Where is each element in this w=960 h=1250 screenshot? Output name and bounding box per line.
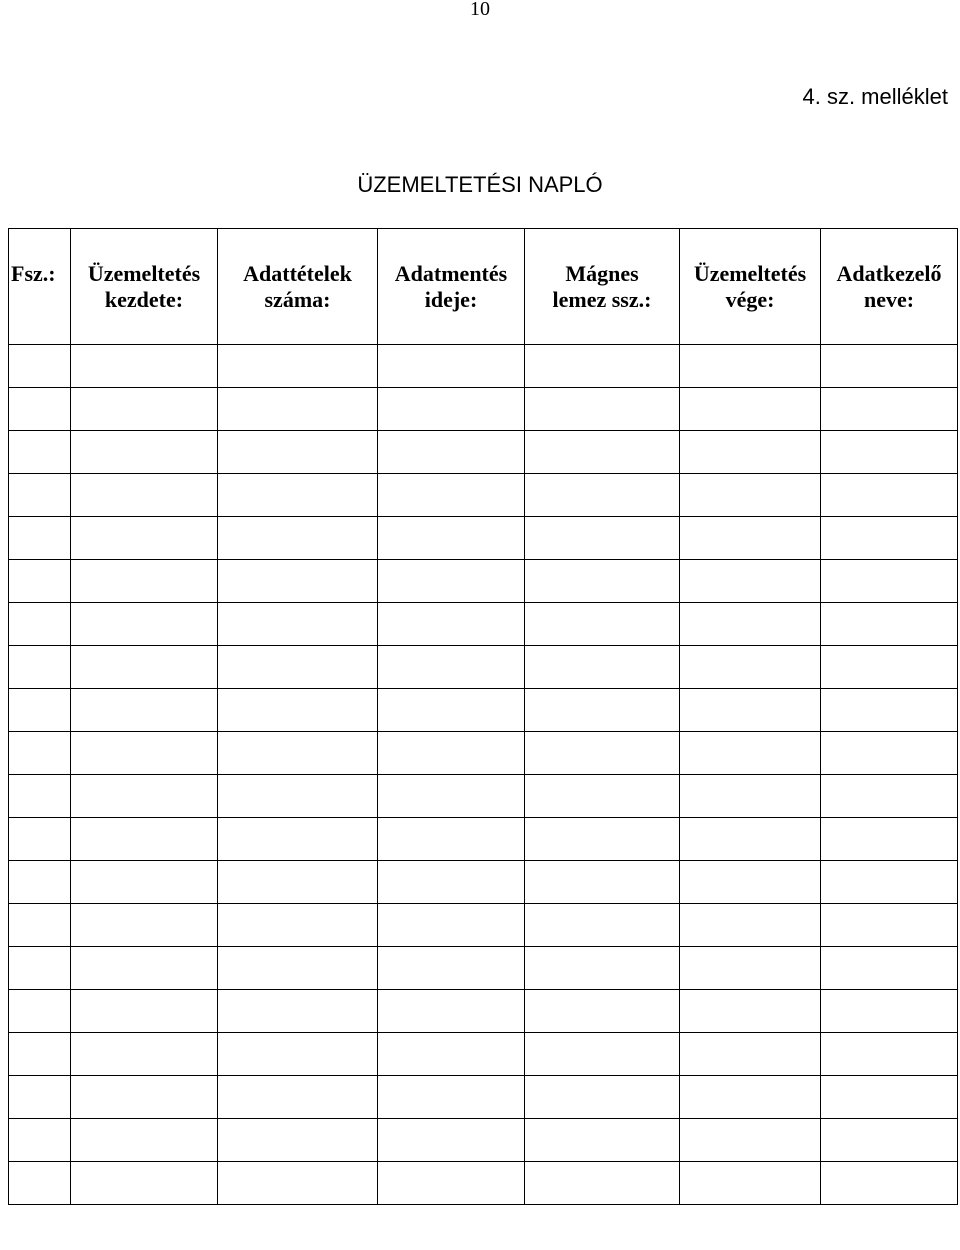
table-cell[interactable] [525,431,680,474]
table-cell[interactable] [378,775,525,818]
table-row [9,646,958,689]
table-cell[interactable] [821,1076,958,1119]
table-header-row [9,229,958,345]
table-cell[interactable] [9,603,71,646]
table-cell[interactable] [9,732,71,775]
table-cell[interactable] [680,603,821,646]
table-cell[interactable] [821,431,958,474]
table-cell[interactable] [525,775,680,818]
table-row [9,904,958,947]
table-cell[interactable] [9,818,71,861]
table-cell[interactable] [71,732,218,775]
table-cell[interactable] [680,689,821,732]
table-cell[interactable] [71,646,218,689]
header-text: kezdete: [104,287,184,312]
table-cell[interactable] [821,517,958,560]
table-cell[interactable] [821,689,958,732]
table-row [9,990,958,1033]
table-cell[interactable] [821,560,958,603]
table-row [9,560,958,603]
table-cell[interactable] [680,431,821,474]
table-cell[interactable] [525,861,680,904]
table-cell[interactable] [71,775,218,818]
table-cell[interactable] [218,560,378,603]
table-cell[interactable] [525,1076,680,1119]
table-row [9,1033,958,1076]
table-cell[interactable] [378,1033,525,1076]
table-row [9,431,958,474]
table-cell[interactable] [9,431,71,474]
table-cell[interactable] [680,732,821,775]
table-row [9,818,958,861]
table-cell[interactable] [525,1119,680,1162]
page-number: 10 [470,0,490,20]
table-cell[interactable] [218,947,378,990]
table-cell[interactable] [9,388,71,431]
table-cell[interactable] [378,388,525,431]
table-cell[interactable] [680,818,821,861]
table-cell[interactable] [218,1119,378,1162]
table-cell[interactable] [821,388,958,431]
table-cell[interactable] [9,947,71,990]
table-cell[interactable] [9,517,71,560]
table-cell[interactable] [9,904,71,947]
table-cell[interactable] [378,603,525,646]
table-cell[interactable] [71,474,218,517]
column-header-backup-time [378,229,525,345]
table-cell[interactable] [378,732,525,775]
table-cell[interactable] [71,603,218,646]
table-cell[interactable] [680,775,821,818]
column-header-operation-start [71,229,218,345]
table-cell[interactable] [680,990,821,1033]
table-cell[interactable] [9,646,71,689]
header-text: Adattételek [243,261,352,286]
header-text: Adatkezelő [836,261,942,286]
table-cell[interactable] [9,775,71,818]
table-row [9,947,958,990]
table-cell[interactable] [71,689,218,732]
table-cell[interactable] [71,1119,218,1162]
table-cell[interactable] [218,1162,378,1205]
column-header-operation-end [680,229,821,345]
table-cell[interactable] [821,1119,958,1162]
table-cell[interactable] [71,861,218,904]
table-cell[interactable] [821,345,958,388]
table-cell[interactable] [525,1033,680,1076]
table-cell[interactable] [525,474,680,517]
table-cell[interactable] [218,861,378,904]
table-cell[interactable] [71,560,218,603]
table-cell[interactable] [821,1162,958,1205]
table-cell[interactable] [218,603,378,646]
table-cell[interactable] [9,474,71,517]
table-cell[interactable] [378,1119,525,1162]
table-cell[interactable] [821,861,958,904]
table-cell[interactable] [821,990,958,1033]
table-cell[interactable] [680,560,821,603]
table-cell[interactable] [680,1076,821,1119]
table-cell[interactable] [9,990,71,1033]
table-cell[interactable] [9,1162,71,1205]
table-cell[interactable] [378,861,525,904]
header-text: száma: [264,287,331,312]
table-cell[interactable] [71,517,218,560]
table-cell[interactable] [9,689,71,732]
table-cell[interactable] [71,431,218,474]
table-cell[interactable] [378,431,525,474]
table-cell[interactable] [525,603,680,646]
table-cell[interactable] [218,732,378,775]
table-cell[interactable] [525,732,680,775]
table-cell[interactable] [218,1033,378,1076]
table-cell[interactable] [71,904,218,947]
table-cell[interactable] [218,474,378,517]
table-cell[interactable] [71,345,218,388]
table-row [9,388,958,431]
table-row [9,1076,958,1119]
table-cell[interactable] [821,818,958,861]
table-cell[interactable] [218,345,378,388]
table-cell[interactable] [378,345,525,388]
table-cell[interactable] [821,732,958,775]
table-cell[interactable] [680,1033,821,1076]
table-row [9,1162,958,1205]
table-cell[interactable] [525,689,680,732]
table-cell[interactable] [821,474,958,517]
table-cell[interactable] [71,990,218,1033]
operation-log-table [8,228,958,1205]
table-cell[interactable] [680,904,821,947]
table-cell[interactable] [821,947,958,990]
table-cell[interactable] [71,1076,218,1119]
table-cell[interactable] [218,646,378,689]
table-cell[interactable] [378,947,525,990]
table-cell[interactable] [9,345,71,388]
header-text: Üzemeltetés [87,261,201,286]
table-row [9,517,958,560]
table-row [9,603,958,646]
table-cell[interactable] [525,904,680,947]
column-header-record-count [218,229,378,345]
table-cell[interactable] [218,990,378,1033]
table-cell[interactable] [680,345,821,388]
table-cell[interactable] [378,1162,525,1205]
table-cell[interactable] [378,689,525,732]
table-cell[interactable] [680,1119,821,1162]
table-cell[interactable] [821,646,958,689]
table-cell[interactable] [9,1033,71,1076]
table-cell[interactable] [680,646,821,689]
header-text: Adatmentés [394,261,508,286]
table-cell[interactable] [525,990,680,1033]
table-cell[interactable] [680,474,821,517]
table-cell[interactable] [378,1076,525,1119]
table-cell[interactable] [680,861,821,904]
table-cell[interactable] [525,560,680,603]
header-text: Üzemeltetés [693,261,807,286]
table-row [9,861,958,904]
table-cell[interactable] [218,517,378,560]
table-cell[interactable] [378,646,525,689]
header-text: lemez ssz.: [552,287,652,312]
table-cell[interactable] [218,431,378,474]
table-cell[interactable] [821,904,958,947]
table-cell[interactable] [821,775,958,818]
header-text: ideje: [424,287,478,312]
table-cell[interactable] [525,818,680,861]
header-text: Fsz.: [11,261,56,286]
table-cell[interactable] [680,947,821,990]
table-cell[interactable] [378,818,525,861]
column-header-disk-number [525,229,680,345]
table-cell[interactable] [9,560,71,603]
table-row [9,689,958,732]
table-cell[interactable] [525,388,680,431]
table-row [9,732,958,775]
annex-label: 4. sz. melléklet [802,84,948,109]
table-cell[interactable] [9,1119,71,1162]
table-cell[interactable] [525,947,680,990]
table-cell[interactable] [680,1162,821,1205]
table-cell[interactable] [378,990,525,1033]
table-cell[interactable] [378,517,525,560]
table-cell[interactable] [525,517,680,560]
table-row [9,474,958,517]
table-row [9,345,958,388]
column-header-operator-name [821,229,958,345]
table-cell[interactable] [218,388,378,431]
column-header-serial [9,229,71,345]
table-cell[interactable] [71,1033,218,1076]
table-cell[interactable] [71,818,218,861]
table-cell[interactable] [9,861,71,904]
table-cell[interactable] [525,1162,680,1205]
table-cell[interactable] [218,818,378,861]
table-cell[interactable] [821,1033,958,1076]
table-cell[interactable] [525,646,680,689]
table-body [9,345,958,1205]
table-cell[interactable] [71,947,218,990]
table-cell[interactable] [218,775,378,818]
table-row [9,775,958,818]
table-cell[interactable] [71,388,218,431]
header-text: Mágnes [565,261,639,286]
table-cell[interactable] [378,904,525,947]
table-cell[interactable] [680,517,821,560]
table-cell[interactable] [71,1162,218,1205]
document-title: ÜZEMELTETÉSI NAPLÓ [357,172,603,197]
header-text: vége: [725,287,775,312]
table-cell[interactable] [9,1076,71,1119]
table-cell[interactable] [218,904,378,947]
table-cell[interactable] [378,474,525,517]
table-cell[interactable] [680,388,821,431]
header-text: neve: [863,287,915,312]
table-cell[interactable] [218,1076,378,1119]
table-cell[interactable] [525,345,680,388]
table-row [9,1119,958,1162]
table-cell[interactable] [218,689,378,732]
table-cell[interactable] [378,560,525,603]
table-cell[interactable] [821,603,958,646]
